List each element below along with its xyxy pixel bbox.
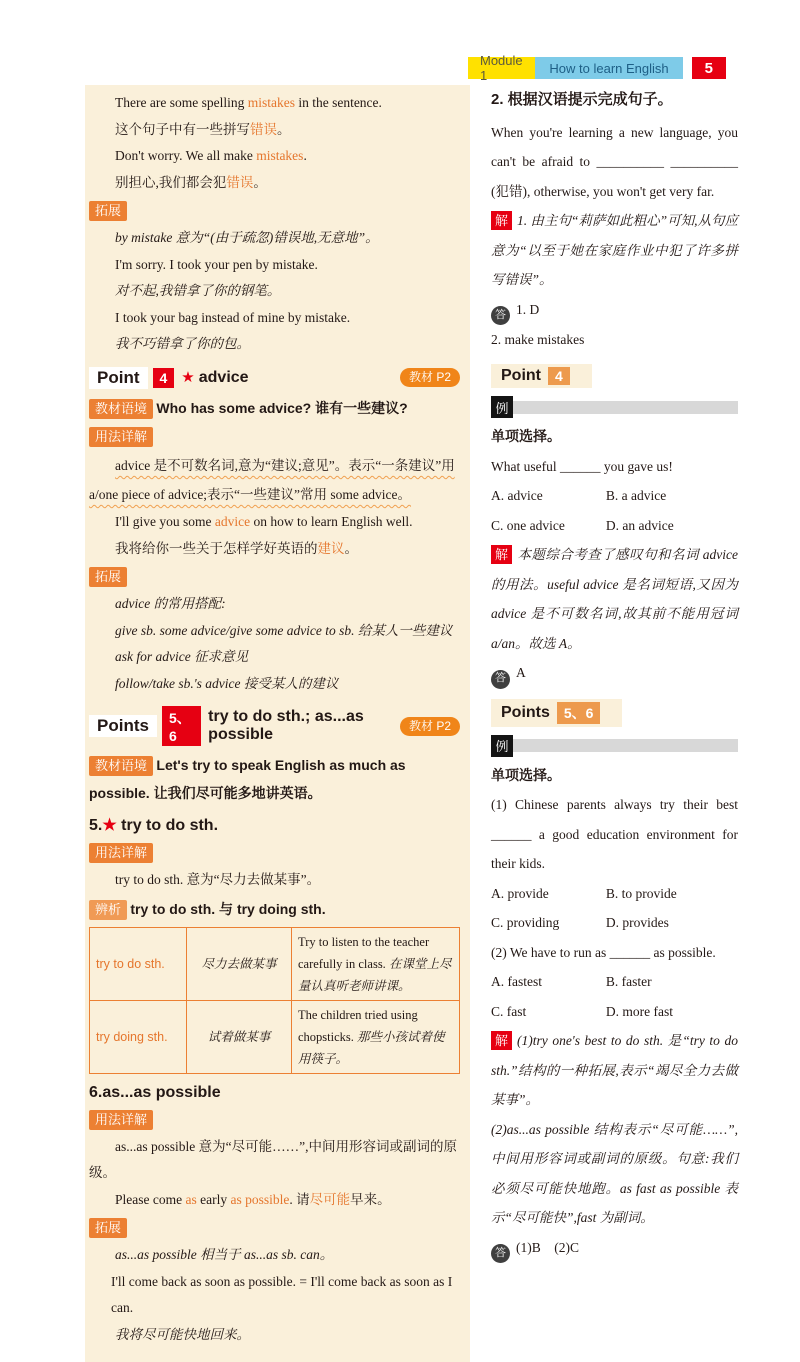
text-segment: . bbox=[303, 148, 307, 163]
text-segment: Try to listen to the teacher carefully in class. bbox=[298, 934, 430, 971]
point-title: advice bbox=[198, 368, 249, 386]
option-b: B. to provide bbox=[605, 885, 677, 901]
da-badge: 答 bbox=[491, 306, 510, 325]
yongfa-tag-row bbox=[89, 841, 460, 865]
tuozhan-tag: 拓展 bbox=[89, 201, 127, 221]
exercise2-body: When you're learning a new language, you can't be afraid to __________ __________ (犯错), otherwise, you won't get very far. bbox=[491, 124, 738, 199]
section-strip bbox=[491, 699, 622, 727]
table-row bbox=[90, 1000, 460, 1073]
context-sentence: Who has some advice? 谁有一些建议? bbox=[156, 399, 408, 416]
unit-title: How to learn English bbox=[535, 57, 682, 79]
yongfa-tag-row bbox=[89, 425, 460, 449]
yongfa-xiangjie-tag: 用法详解 bbox=[89, 427, 153, 447]
point4-header bbox=[89, 367, 460, 389]
text-segment: early bbox=[196, 1191, 231, 1207]
section-strip bbox=[491, 364, 592, 388]
text-segment: 别担心,我们都会犯 bbox=[115, 174, 227, 190]
li-badge: 例 bbox=[491, 735, 513, 757]
usage-paragraph: advice 是不可数名词,意为“建议;意见”。表示“一条建议”用 a/one piece of advice;表示“一些建议”常用 some advice。 bbox=[89, 458, 455, 502]
question-stem: (2) We have to run as ______ as possible. bbox=[491, 944, 716, 960]
question-type: 单项选择。 bbox=[491, 766, 561, 783]
jiaocai-yujing-tag: 教材语境 bbox=[89, 756, 153, 776]
jie-badge: 解 bbox=[491, 211, 512, 230]
question-stem: (1) Chinese parents always try their best ______ a good education environment for their kids. bbox=[491, 797, 738, 871]
option-d: D. provides bbox=[605, 915, 669, 930]
text-segment: on how to learn English well. bbox=[250, 514, 413, 529]
table-cell-phrase: try doing sth. bbox=[90, 1000, 187, 1073]
text-segment: I'll give you some bbox=[115, 514, 215, 529]
text-segment: 5. bbox=[89, 817, 103, 834]
table-cell-phrase: try to do sth. bbox=[90, 927, 187, 1000]
tuozhan-tag-row bbox=[89, 1216, 460, 1240]
note-line: follow/take sb.'s advice 接受某人的建议 bbox=[115, 675, 339, 691]
bianxi-row bbox=[89, 897, 460, 922]
example-line-en bbox=[89, 90, 460, 117]
answer-line: 2. make mistakes bbox=[491, 331, 585, 347]
analysis-paragraph bbox=[491, 540, 738, 658]
textbook-page-tag: 教材 P2 bbox=[400, 717, 460, 736]
option-d: D. more fast bbox=[605, 1003, 673, 1019]
answer-text: 1. D bbox=[516, 301, 540, 317]
answer-line bbox=[491, 295, 738, 325]
subpoint6-heading: 6.as...as possible bbox=[89, 1083, 221, 1101]
context-sentence: Let's try to speak English as much as possible. 让我们尽可能多地讲英语。 bbox=[89, 757, 406, 801]
example-line-en bbox=[89, 509, 460, 536]
option-c: C. fast bbox=[491, 1003, 527, 1019]
example-line-en bbox=[89, 143, 460, 170]
page-header bbox=[468, 53, 726, 83]
right-points56-section-header bbox=[491, 689, 738, 729]
text-segment: 早来。 bbox=[350, 1191, 391, 1207]
example-bar bbox=[513, 401, 738, 414]
example-line-en bbox=[89, 1187, 460, 1214]
example-line-cn: 对不起,我错拿了你的钢笔。 bbox=[115, 283, 281, 298]
table-cell-example bbox=[292, 927, 460, 1000]
note-line: advice 的常用搭配: bbox=[115, 596, 226, 611]
option-a: A. fastest bbox=[491, 974, 542, 989]
analysis-text: 1. 由主句“莉萨如此粗心”可知,从句应意为“以至于她在家庭作业中犯了许多拼写错误”。 bbox=[491, 213, 738, 287]
context-row bbox=[89, 395, 460, 423]
example-line-en: I'm sorry. I took your pen by mistake. bbox=[115, 256, 318, 272]
text-segment: 。 bbox=[344, 540, 358, 556]
option-c: C. one advice bbox=[491, 517, 565, 533]
text-segment: 错误 bbox=[226, 174, 254, 190]
right-point4-section-header bbox=[491, 354, 738, 390]
analysis-paragraph: (2)as...as possible 结构表示“尽可能……”,中间用形容词或副词的原级。句意:我们必须尽可能快地跑。as fast as possible 表示“尽可能快”,fast 为副词。 bbox=[491, 1121, 738, 1225]
jiaocai-yujing-tag: 教材语境 bbox=[89, 399, 153, 419]
comparison-table bbox=[89, 927, 460, 1074]
point-number: 4 bbox=[153, 368, 175, 388]
note-line: ask for advice 征求意见 bbox=[115, 649, 249, 664]
example-bar bbox=[513, 739, 738, 752]
point-title: try to do sth.; as...as possible bbox=[208, 708, 364, 743]
text-segment: 建议 bbox=[317, 540, 345, 556]
points56-header bbox=[89, 706, 460, 746]
right-column bbox=[491, 85, 738, 1362]
da-badge: 答 bbox=[491, 1244, 510, 1263]
text-segment: advice bbox=[214, 514, 251, 529]
text-segment: as possible bbox=[230, 1191, 290, 1207]
table-cell-example bbox=[292, 1000, 460, 1073]
example-line-cn bbox=[89, 117, 460, 144]
textbook-page-tag: 教材 P2 bbox=[400, 368, 460, 387]
note-line: give sb. some advice/give some advice to sb. 给某人一些建议 bbox=[115, 622, 453, 638]
yongfa-xiangjie-tag: 用法详解 bbox=[89, 1110, 153, 1130]
tuozhan-tag: 拓展 bbox=[89, 1218, 127, 1238]
jie-badge: 解 bbox=[491, 545, 512, 564]
li-badge: 例 bbox=[491, 396, 513, 418]
usage-line: try to do sth. 意为“尽力去做某事”。 bbox=[115, 872, 321, 887]
text-segment: 那些小孩试着使用筷子。 bbox=[298, 1029, 445, 1066]
exercise2-title: 2. 根据汉语提示完成句子。 bbox=[491, 91, 673, 108]
point-label: Point bbox=[501, 367, 541, 385]
jie-badge: 解 bbox=[491, 1031, 512, 1050]
option-d: D. an advice bbox=[605, 517, 674, 533]
answer-line bbox=[491, 658, 738, 688]
option-a: A. advice bbox=[491, 488, 543, 504]
text-segment: try to do sth. bbox=[116, 817, 219, 834]
point-number: 5、6 bbox=[557, 702, 601, 724]
text-segment: 在课堂上尽量认真听老师讲课。 bbox=[298, 956, 452, 993]
text-segment: mistakes bbox=[256, 148, 304, 163]
option-a: A. provide bbox=[491, 885, 549, 901]
left-column bbox=[85, 85, 470, 1362]
text-segment: mistakes bbox=[247, 95, 295, 110]
tuozhan-tag-row bbox=[89, 565, 460, 589]
text-segment: Please come bbox=[115, 1191, 186, 1207]
yongfa-xiangjie-tag: 用法详解 bbox=[89, 843, 153, 863]
da-badge: 答 bbox=[491, 670, 510, 689]
example-bar-row bbox=[491, 735, 738, 757]
module-badge: Module 1 bbox=[468, 57, 535, 79]
text-segment: as bbox=[185, 1191, 197, 1207]
tuozhan-tag: 拓展 bbox=[89, 567, 127, 587]
text-segment: The children tried using chopsticks. bbox=[298, 1007, 418, 1044]
table-cell-meaning: 尽力去做某事 bbox=[187, 927, 292, 1000]
example-line-cn bbox=[89, 536, 460, 563]
usage-paragraph: as...as possible 意为“尽可能……”,中间用形容词或副词的原级。 bbox=[89, 1138, 457, 1180]
example-line-cn: 我将尽可能快地回来。 bbox=[115, 1326, 250, 1342]
text-segment: . 请 bbox=[289, 1191, 310, 1207]
options-grid bbox=[491, 481, 738, 540]
analysis-text: (1)try one's best to do sth. 是“try to do sth.”结构的一种拓展,表示“竭尽全力去做某事”。 bbox=[491, 1033, 738, 1107]
example-line-cn bbox=[89, 170, 460, 197]
answer-text: (1)B (2)C bbox=[516, 1239, 579, 1255]
text-segment: ★ bbox=[102, 817, 117, 834]
analysis-paragraph bbox=[491, 206, 738, 295]
text-segment: There are some spelling bbox=[115, 95, 248, 110]
answer-text: A bbox=[516, 665, 526, 681]
example-line-en: I'll come back as soon as possible. = I'll come back as soon as I can. bbox=[111, 1273, 453, 1315]
example-line-cn: 我不巧错拿了你的包。 bbox=[115, 336, 250, 351]
text-segment: Don't worry. We all make bbox=[115, 148, 257, 163]
question-type: 单项选择。 bbox=[491, 428, 561, 445]
text-segment: 。 bbox=[253, 174, 267, 190]
page-number: 5 bbox=[692, 57, 726, 79]
option-c: C. providing bbox=[491, 915, 560, 930]
text-segment: 尽可能 bbox=[309, 1191, 351, 1207]
point-label: Point bbox=[89, 367, 148, 389]
star-icon: ★ bbox=[181, 370, 195, 386]
content-columns bbox=[85, 85, 738, 1362]
subpoint5-heading bbox=[89, 814, 460, 838]
example-line-en: I took your bag instead of mine by mistake. bbox=[115, 309, 351, 325]
bianxi-tag: 辨析 bbox=[89, 900, 127, 920]
text-segment: 这个句子中有一些拼写 bbox=[115, 121, 250, 137]
example-bar-row bbox=[491, 396, 738, 418]
text-segment: 我将给你一些关于怎样学好英语的 bbox=[115, 540, 318, 556]
answer-line bbox=[491, 1233, 738, 1263]
text-segment: in the sentence. bbox=[294, 95, 382, 110]
note-line: as...as possible 相当于 as...as sb. can。 bbox=[115, 1247, 334, 1262]
option-b: B. faster bbox=[605, 974, 652, 989]
context-row bbox=[89, 752, 460, 807]
options-grid bbox=[491, 879, 738, 938]
tuozhan-tag-row bbox=[89, 199, 460, 223]
option-b: B. a advice bbox=[605, 488, 667, 504]
note-line: by mistake 意为“(由于疏忽)错误地,无意地”。 bbox=[115, 230, 379, 245]
point-label: Points bbox=[501, 703, 550, 721]
yongfa-tag-row bbox=[89, 1108, 460, 1132]
analysis-paragraph bbox=[491, 1026, 738, 1115]
table-cell-meaning: 试着做某事 bbox=[187, 1000, 292, 1073]
options-grid bbox=[491, 967, 738, 1026]
question-stem: What useful ______ you gave us! bbox=[491, 458, 673, 474]
text-segment: 错误 bbox=[250, 121, 277, 137]
point-number: 5、6 bbox=[162, 706, 201, 746]
bianxi-title: try to do sth. 与 try doing sth. bbox=[130, 900, 326, 917]
point-label: Points bbox=[89, 715, 157, 737]
table-row bbox=[90, 927, 460, 1000]
analysis-text: 本题综合考查了感叹句和名词 advice 的用法。useful advice 是名词短语,又因为 advice 是不可数名词,故其前不能用冠词 a/an。故选 A。 bbox=[491, 547, 738, 651]
text-segment: 。 bbox=[277, 121, 291, 137]
point-number: 4 bbox=[548, 367, 570, 385]
